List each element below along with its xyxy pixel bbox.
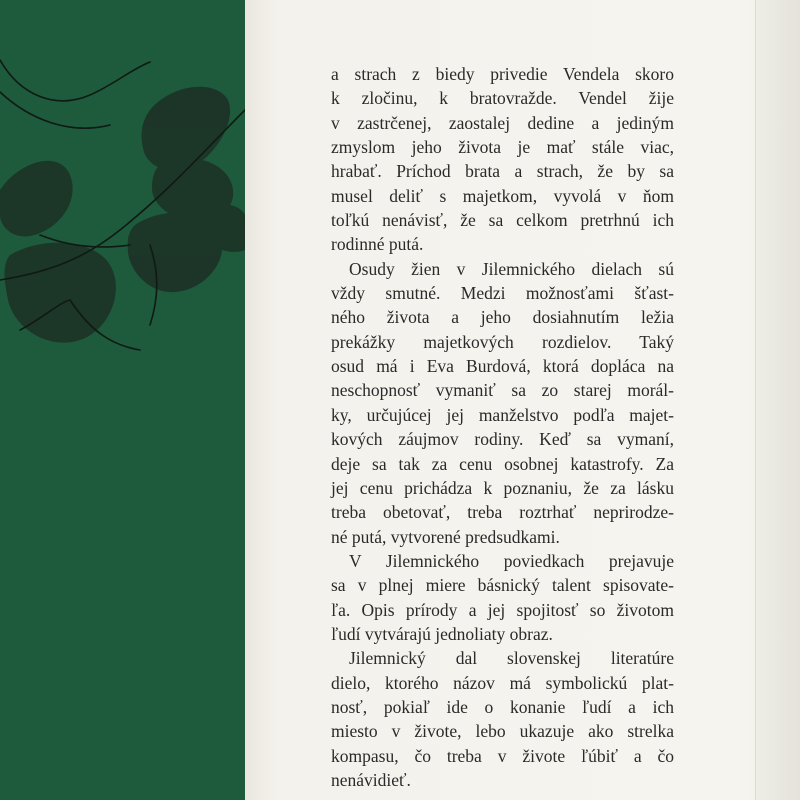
- page-edge: [755, 0, 800, 800]
- text-line: rodinné putá.: [331, 234, 424, 255]
- text-line: neschopnosť vymaniť sa zo starej morál-: [331, 380, 674, 401]
- text-line: ľudí vytvárajú jednoliaty obraz.: [331, 623, 553, 644]
- paragraph-2: [331, 257, 674, 549]
- text-line: v zastrčenej, zaostalej dedine a jediným: [331, 112, 674, 133]
- text-line: zmyslom jeho života je mať stále viac,: [331, 137, 674, 158]
- text-line: hrabať. Príchod brata a strach, že by sa: [331, 161, 674, 182]
- text-line: a strach z biedy privedie Vendela skoro: [331, 64, 674, 84]
- text-line: kových záujmov rodiny. Keď sa vymaní,: [331, 429, 674, 450]
- paragraph-4: [331, 646, 674, 792]
- text-line: V Jilemnického poviedkach prejavuje: [349, 550, 674, 571]
- text-line: ľa. Opis prírody a jej spojitosť so životom: [331, 599, 674, 620]
- text-line: musel deliť s majetkom, vyvolá v ňom: [331, 185, 674, 206]
- text-line: kompasu, čo treba v živote ľúbiť a čo: [331, 745, 674, 766]
- page-body-text: [331, 62, 674, 792]
- paragraph-1: [331, 62, 674, 257]
- text-line: dielo, ktorého názov má symbolickú plat-: [331, 672, 674, 693]
- paragraph-3: [331, 549, 674, 646]
- text-line: vždy smutné. Medzi možnosťami šťast-: [331, 283, 674, 304]
- text-line: nenávidieť.: [331, 769, 411, 790]
- book-cover-green: [0, 0, 245, 800]
- text-line: Jilemnický dal slovenskej literatúre: [349, 648, 674, 669]
- text-line: prekážky majetkových rozdielov. Taký: [331, 331, 674, 352]
- text-line: k zločinu, k bratovražde. Vendel žije: [331, 88, 674, 109]
- text-line: nosť, pokiaľ ide o konanie ľudí a ich: [331, 696, 674, 717]
- text-line: miesto v živote, lebo ukazuje ako strelka: [331, 721, 674, 742]
- text-line: ky, určujúcej jej manželstvo podľa majet-: [331, 404, 674, 425]
- text-line: jej cenu prichádza k poznaniu, že za lásku: [331, 477, 674, 498]
- text-line: osud má i Eva Burdová, ktorá dopláca na: [331, 356, 674, 377]
- text-line: né putá, vytvorené predsudkami.: [331, 526, 560, 547]
- leaf-branch-illustration-icon: [0, 0, 245, 800]
- text-line: Osudy žien v Jilemnického dielach sú: [349, 258, 674, 279]
- text-line: ného života a jeho dosiahnutím ležia: [331, 307, 674, 328]
- text-line: treba obetovať, treba roztrhať neprirodze-: [331, 502, 674, 523]
- text-line: deje sa tak za cenu osobnej katastrofy. Za: [331, 453, 674, 474]
- text-line: toľkú nenávisť, že sa celkom pretrhnú ich: [331, 210, 674, 231]
- text-line: sa v plnej miere básnický talent spisovate-: [331, 575, 674, 596]
